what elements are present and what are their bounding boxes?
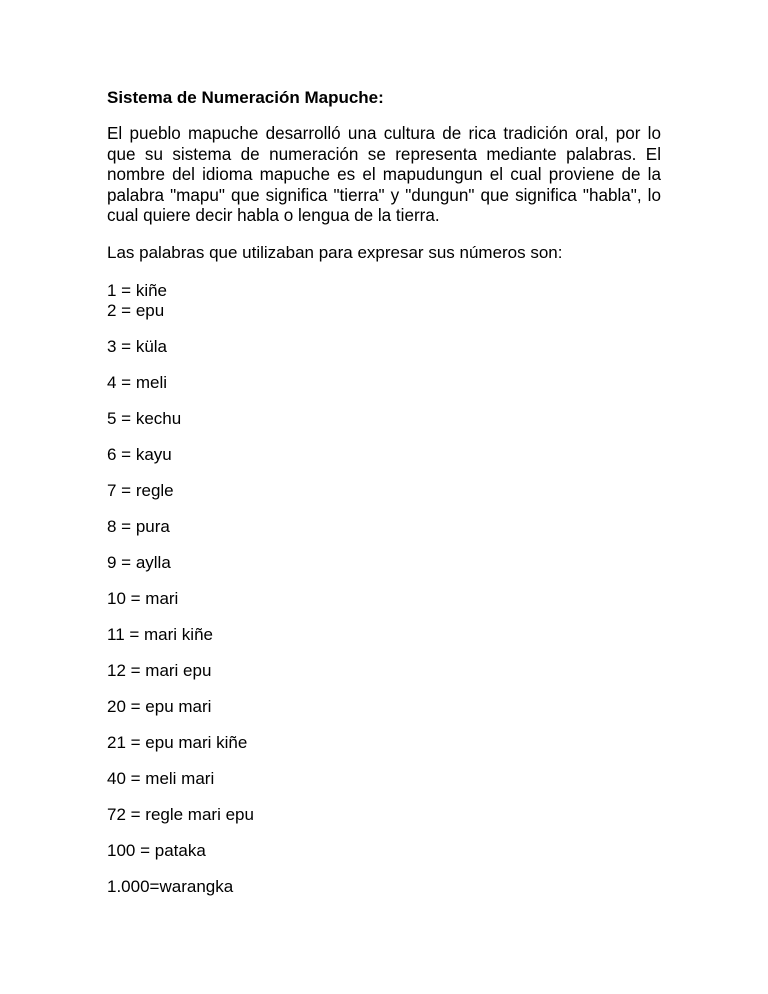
number-item-21: 21 = epu mari kiñe	[107, 732, 248, 752]
number-item-1: 1 = kiñe	[107, 280, 168, 300]
number-item-2: 2 = epu	[107, 300, 165, 320]
number-item-11: 11 = mari kiñe	[107, 624, 213, 644]
number-item-72: 72 = regle mari epu	[107, 804, 254, 824]
number-item-9: 9 = aylla	[107, 552, 171, 572]
number-item-3: 3 = küla	[107, 336, 168, 356]
number-item-5: 5 = kechu	[107, 408, 182, 428]
number-item-20: 20 = epu mari	[107, 696, 212, 716]
number-item-1000: 1.000=warangka	[107, 876, 234, 896]
number-item-4: 4 = meli	[107, 372, 167, 392]
document-title: Sistema de Numeración Mapuche:	[107, 88, 384, 107]
number-item-6: 6 = kayu	[107, 444, 172, 464]
number-item-12: 12 = mari epu	[107, 660, 212, 680]
number-item-40: 40 = meli mari	[107, 768, 215, 788]
document-page	[107, 88, 661, 897]
list-intro: Las palabras que utilizaban para expresar sus números son:	[107, 242, 563, 262]
number-item-10: 10 = mari	[107, 588, 179, 608]
number-item-7: 7 = regle	[107, 480, 174, 500]
number-item-8: 8 = pura	[107, 516, 170, 536]
intro-paragraph: El pueblo mapuche desarrolló una cultura de rica tradición oral, por lo que su sistema de numeración se representa mediante palabras. El nombre del idioma mapuche es el mapudungun el cual proviene de la palabra "mapu" que significa "tierra" y "dungun" que significa "habla", lo cual quiere decir habla o lengua de la tierra.	[107, 124, 661, 226]
number-list	[107, 281, 661, 897]
number-item-100: 100 = pataka	[107, 840, 206, 860]
